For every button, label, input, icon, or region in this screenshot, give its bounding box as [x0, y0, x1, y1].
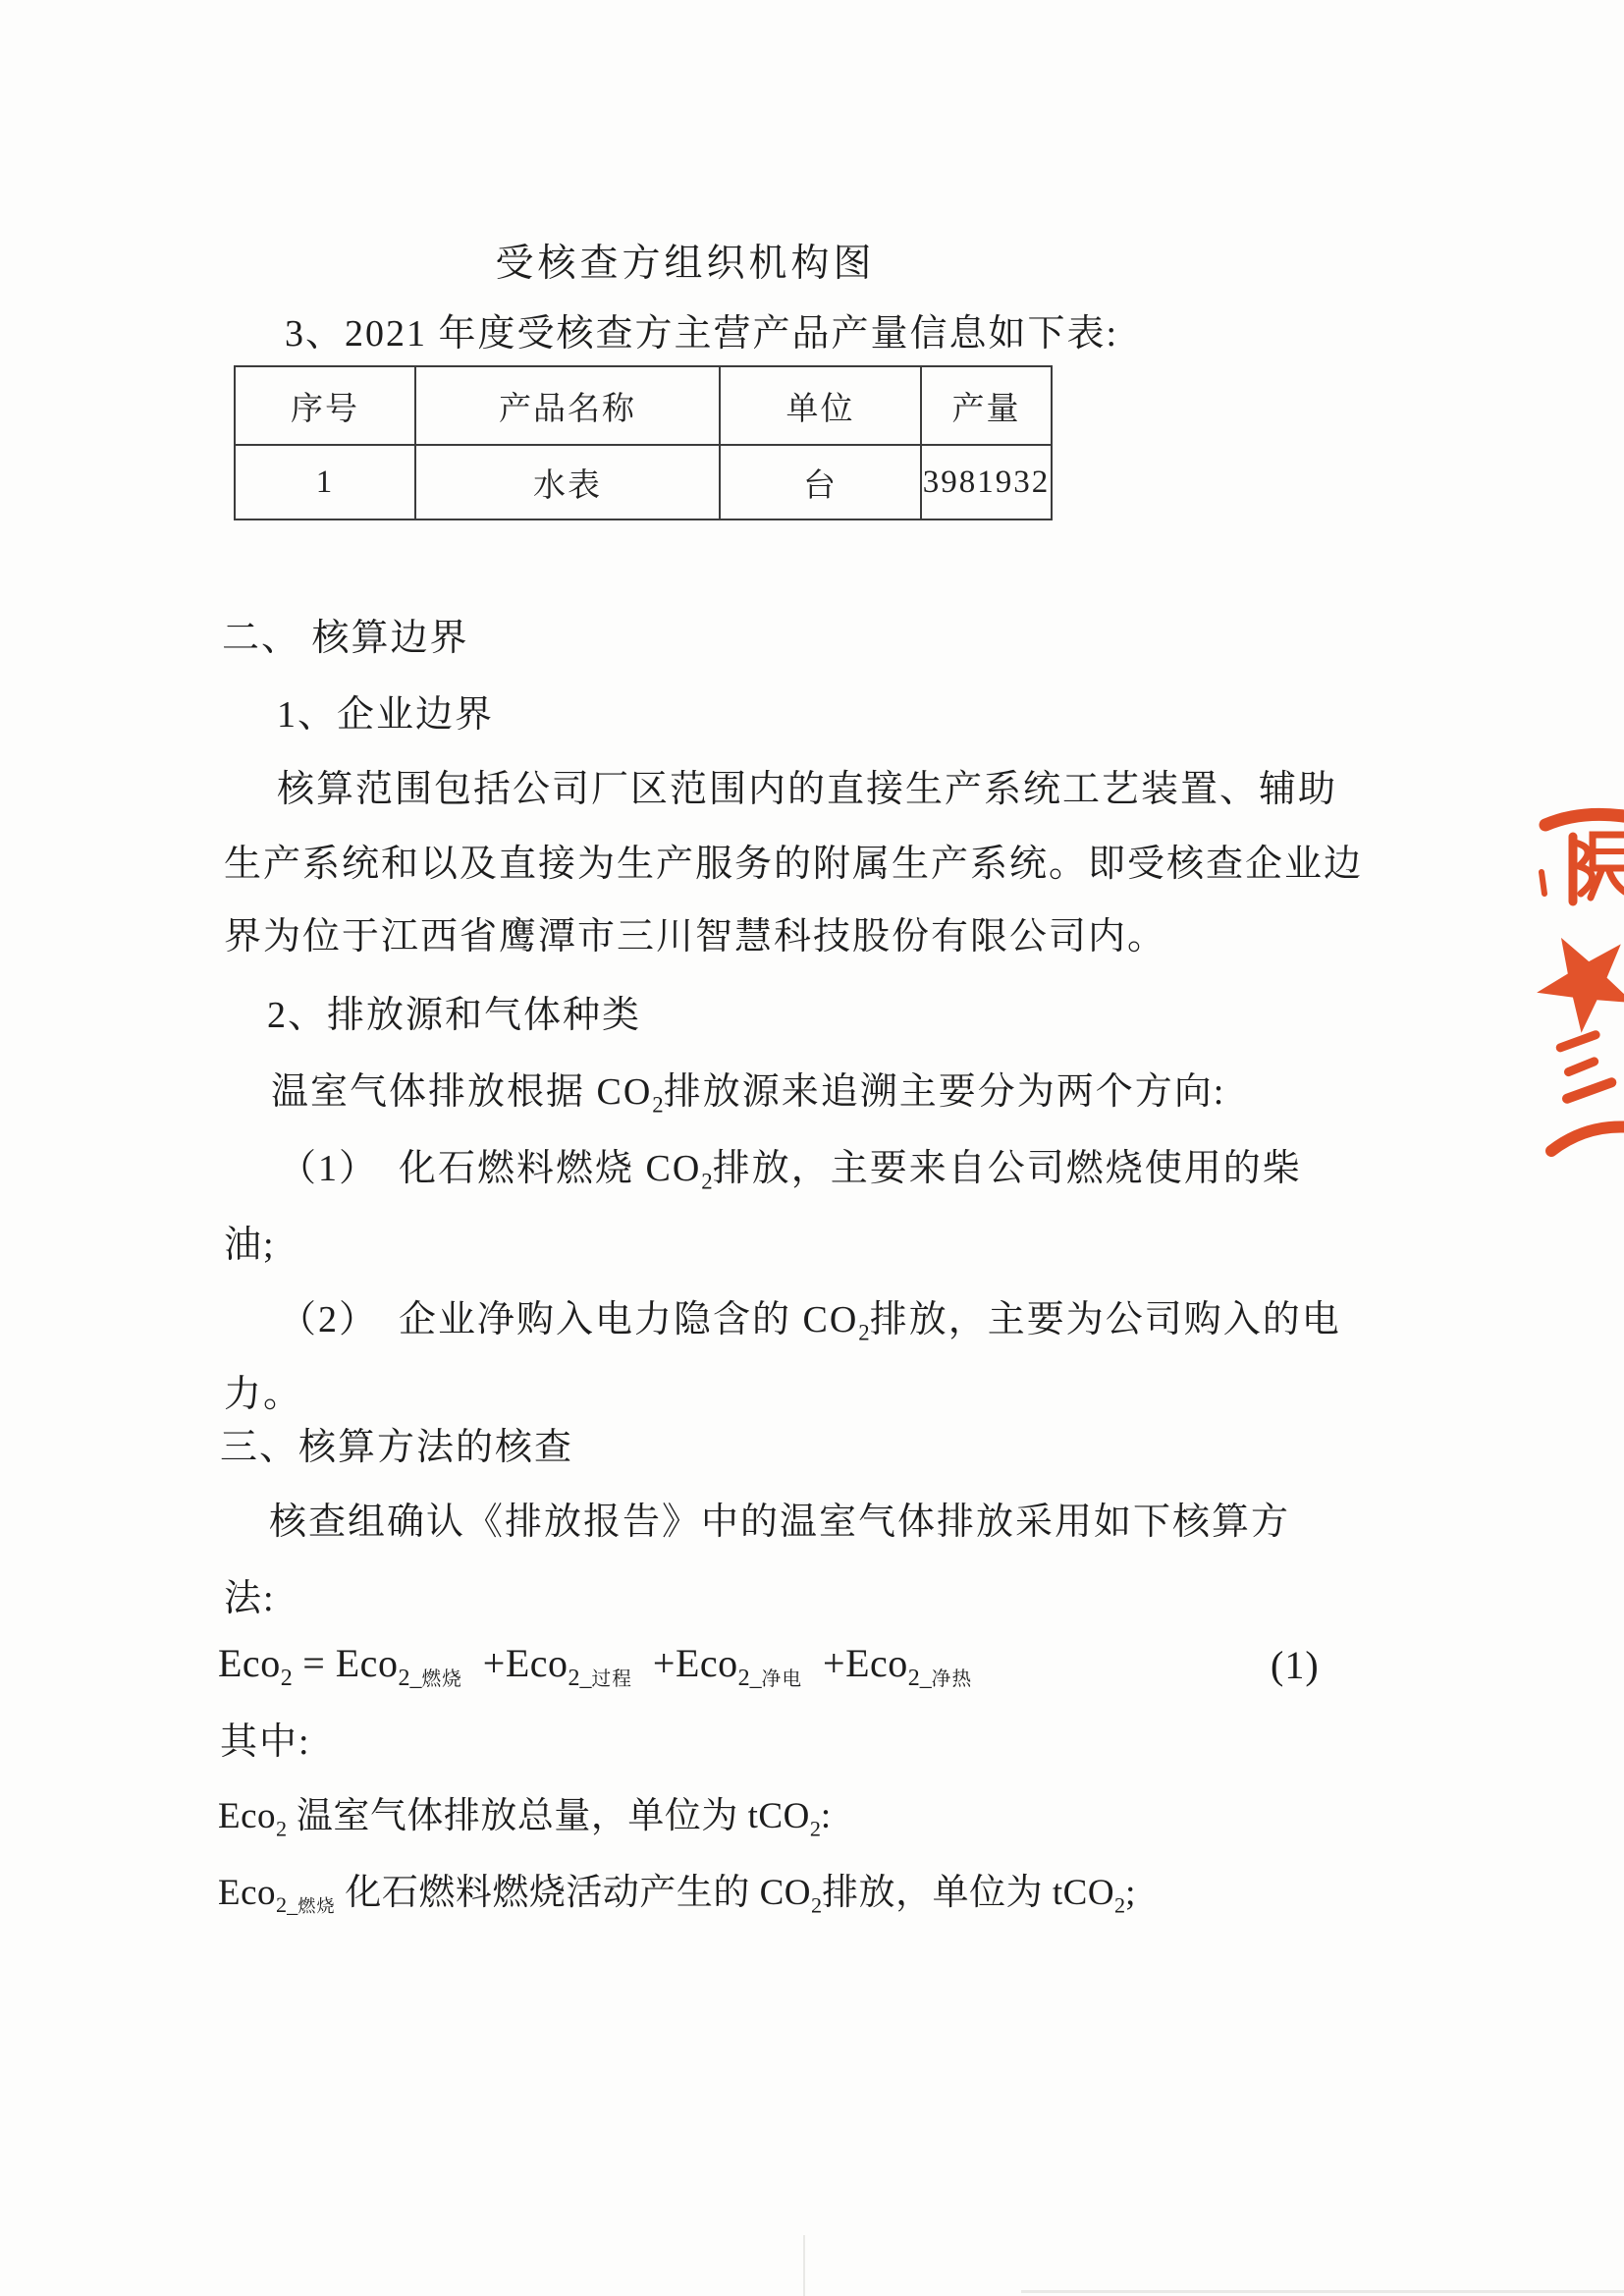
table-cell-index: 1 — [235, 445, 415, 519]
table-header-output: 产量 — [921, 366, 1052, 445]
point2-line — [279, 1298, 1341, 1346]
subscript — [738, 1666, 802, 1691]
subscript-cn: 过程 — [591, 1668, 632, 1690]
boundary-paragraph-line3: 界为位于江西省鹰潭市三川智慧科技股份有限公司内。 — [224, 916, 1167, 957]
section2-item1-heading: 1、企业边界 — [277, 694, 495, 736]
subscript — [568, 1666, 632, 1691]
table-cell-unit: 台 — [720, 445, 921, 519]
text-segment: 温室气体排放总量，单位为 tCO — [287, 1796, 810, 1836]
red-seal-graphic — [1528, 774, 1624, 1167]
subscript: 2 — [652, 1092, 664, 1118]
text-segment: 排放，主要为公司购入的电 — [869, 1299, 1341, 1340]
subscript-latin: 2_ — [398, 1666, 422, 1691]
table-header-index: 序号 — [235, 366, 415, 445]
subscript: 2 — [809, 1816, 821, 1841]
method-paragraph-line1: 核查组确认《排放报告》中的温室气体排放采用如下核算方 — [269, 1502, 1291, 1543]
subscript-cn: 燃烧 — [421, 1668, 462, 1690]
scan-artifact-edge — [1021, 2290, 1624, 2293]
section2-heading: 二、 核算边界 — [222, 618, 469, 659]
subscript: 2 — [701, 1169, 713, 1194]
emission-sources-line — [271, 1070, 1225, 1119]
table-header-product: 产品名称 — [415, 366, 720, 445]
method-paragraph-line2: 法: — [224, 1578, 276, 1619]
table-cell-product: 水表 — [415, 445, 720, 519]
section3-heading: 三、核算方法的核查 — [220, 1427, 574, 1468]
section2-item2-heading: 2、排放源和气体种类 — [267, 995, 642, 1036]
table-row — [235, 445, 1052, 519]
formula-term: +Eco — [802, 1641, 908, 1685]
emission-formula — [218, 1640, 1320, 1693]
equals-sign: = — [292, 1641, 336, 1685]
formula-lhs: Eco — [218, 1641, 281, 1685]
subscript: 2 — [858, 1320, 870, 1345]
product-output-table — [234, 365, 1053, 520]
page-title: 受核查方组织机构图 — [495, 243, 876, 285]
boundary-paragraph-line2: 生产系统和以及直接为生产服务的附属生产系统。即受核查企业边 — [224, 844, 1364, 885]
point2-continuation: 力。 — [224, 1374, 303, 1415]
subscript-cn: 净电 — [761, 1668, 803, 1690]
subscript-cn: 净热 — [931, 1668, 973, 1690]
text-segment: （1） 化石燃料燃烧 CO — [279, 1148, 702, 1189]
definition-combustion — [218, 1872, 1136, 1919]
text-segment: 化石燃料燃烧活动产生的 CO — [335, 1873, 812, 1913]
subscript — [398, 1666, 461, 1691]
table-header-row — [235, 366, 1052, 445]
subscript: 2 — [1114, 1892, 1126, 1918]
text-segment: : — [820, 1796, 832, 1836]
subscript-latin: 2_ — [907, 1666, 932, 1691]
subscript-latin: 2_ — [568, 1666, 592, 1691]
text-segment: 温室气体排放根据 CO — [271, 1071, 653, 1113]
text-segment: （2） 企业净购入电力隐含的 CO — [279, 1299, 859, 1340]
where-label: 其中: — [220, 1722, 311, 1763]
intro-line: 3、2021 年度受核查方主营产品产量信息如下表: — [285, 313, 1119, 355]
table-cell-output: 3981932 — [921, 445, 1052, 519]
text-segment: 排放，主要来自公司燃烧使用的柴 — [712, 1148, 1302, 1189]
text-segment: 排放，单位为 tCO — [822, 1873, 1115, 1913]
subscript — [908, 1666, 972, 1691]
text-segment: Eco — [218, 1796, 277, 1836]
text-segment: 排放源来追溯主要分为两个方向: — [663, 1071, 1226, 1113]
subscript-latin: 2_ — [276, 1892, 298, 1918]
definition-total — [218, 1795, 832, 1842]
scan-artifact-line — [803, 2235, 805, 2296]
equation-number: (1) — [1271, 1643, 1320, 1687]
formula-term: +Eco — [631, 1641, 738, 1685]
subscript: 2 — [276, 1816, 288, 1841]
subscript-latin: 2_ — [737, 1666, 762, 1691]
point1-line — [279, 1147, 1302, 1195]
point1-continuation: 油; — [224, 1225, 276, 1266]
boundary-paragraph-line1: 核算范围包括公司厂区范围内的直接生产系统工艺装置、辅助 — [277, 769, 1338, 810]
text-segment: ; — [1125, 1873, 1136, 1913]
red-seal-stamp — [1528, 774, 1624, 1167]
subscript — [276, 1892, 336, 1917]
subscript: 2 — [280, 1666, 293, 1691]
subscript-cn: 燃烧 — [298, 1896, 336, 1917]
text-segment: Eco — [218, 1873, 277, 1913]
table-header-unit: 单位 — [720, 366, 921, 445]
subscript: 2 — [811, 1892, 823, 1918]
formula-term: Eco — [335, 1641, 399, 1685]
formula-term: +Eco — [461, 1641, 568, 1685]
